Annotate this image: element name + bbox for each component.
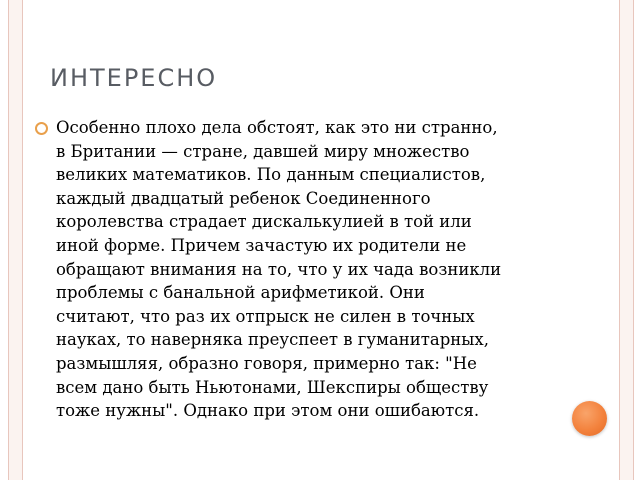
- body-line: королевства страдает дискалькулией в той или: [56, 212, 472, 232]
- ring-bullet-icon: [35, 122, 48, 135]
- body-line: науках, то наверняка преуспеет в гуманитарных,: [56, 330, 489, 350]
- body-line: всем дано быть Ньютонами, Шекспиры обществу: [56, 377, 489, 397]
- slide-title: ИНТЕРЕСНО: [50, 64, 218, 92]
- orange-accent-circle: [572, 401, 607, 436]
- body-line: иной форме. Причем зачастую их родители не: [56, 235, 467, 255]
- slide-body-text: [56, 116, 556, 423]
- body-line: считают, что раз их отпрыск не силен в точных: [56, 306, 475, 326]
- left-frame-bar: [8, 0, 23, 480]
- body-line: размышляя, образно говоря, примерно так: "Не: [56, 353, 477, 373]
- body-line: обращают внимания на то, что у их чада возникли: [56, 259, 502, 279]
- body-line: тоже нужны". Однако при этом они ошибаются.: [56, 401, 480, 421]
- body-line: в Британии — стране, давшей миру множество: [56, 141, 470, 161]
- right-frame-bar: [619, 0, 634, 480]
- body-line: каждый двадцатый ребенок Соединенного: [56, 188, 431, 208]
- body-line: великих математиков. По данным специалистов,: [56, 165, 486, 185]
- body-line: проблемы с банальной арифметикой. Они: [56, 283, 425, 303]
- body-line: Особенно плохо дела обстоят, как это ни странно,: [56, 118, 498, 137]
